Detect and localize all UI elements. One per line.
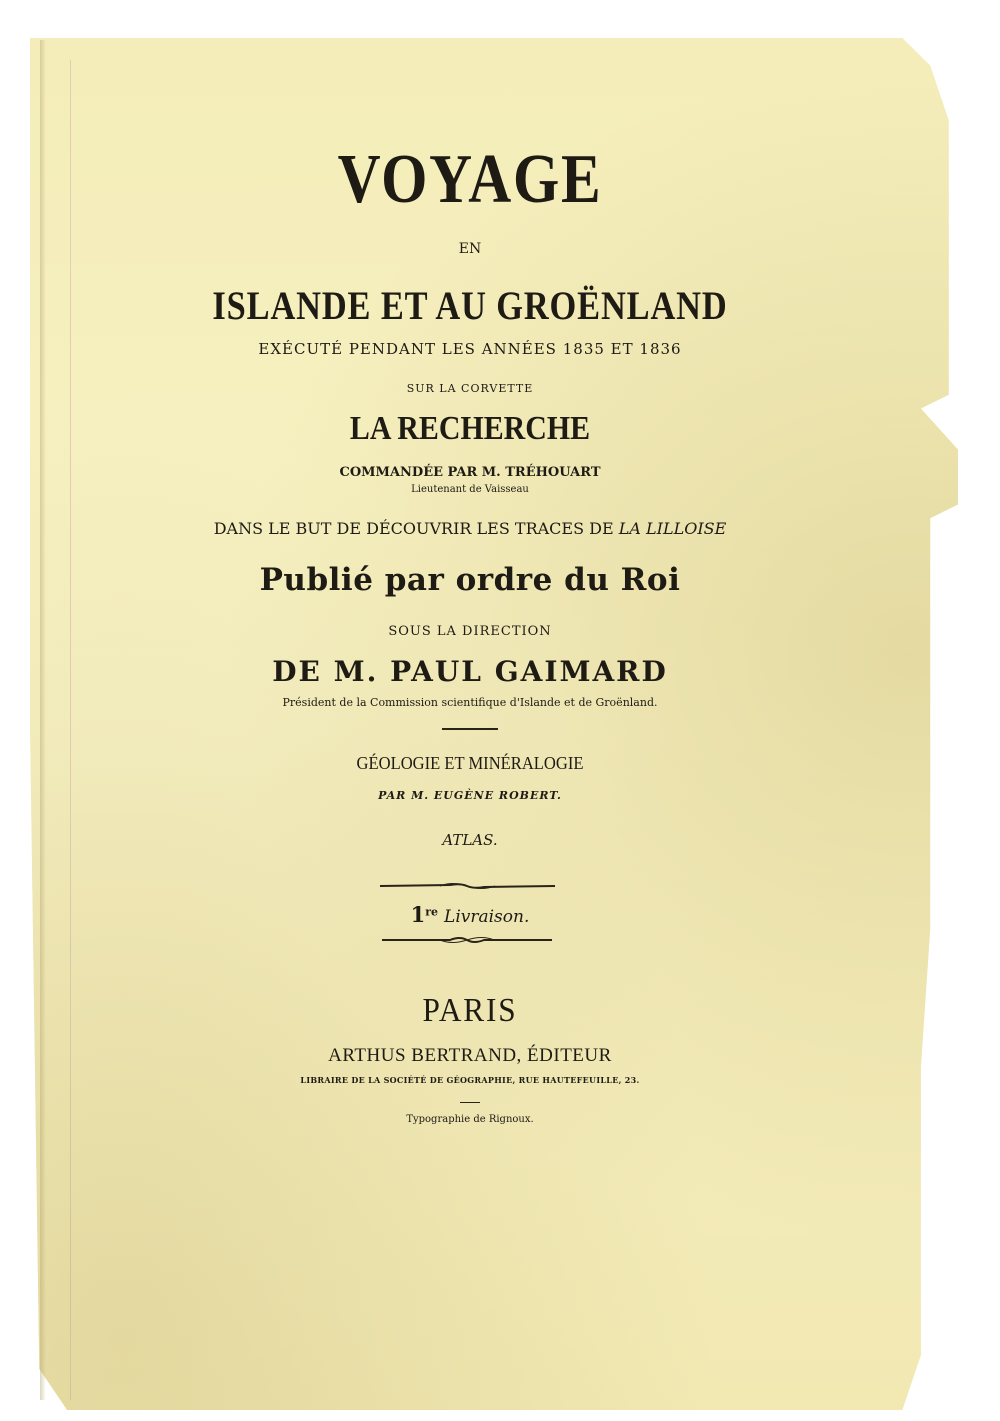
cover-published-by-order: Publié par ordre du Roi: [259, 562, 681, 598]
cover-director-title: Président de la Commission scientifique d'Islande et de Groënland.: [282, 696, 658, 709]
cover-commanded-by: COMMANDÉE PAR M. TRÉHOUART: [339, 465, 601, 480]
cover-purpose-ship: LA LILLOISE: [618, 519, 727, 538]
cover-destination: ISLANDE ET AU GROËNLAND: [212, 283, 728, 328]
printer-divider: [460, 1102, 480, 1103]
cover-direction-label: SOUS LA DIRECTION: [388, 624, 552, 639]
cover-author: PAR M. EUGÈNE ROBERT.: [378, 789, 562, 802]
cover-publisher-address: LIBRAIRE DE LA SOCIÉTÉ DE GÉOGRAPHIE, RUE HAUTEFEUILLE, 23.: [300, 1075, 640, 1085]
ornament-rule-bottom: [382, 934, 552, 946]
cover-purpose: [0, 519, 940, 538]
installment-number: 1: [410, 902, 426, 927]
section-divider: [442, 728, 498, 730]
cover-en: EN: [458, 241, 482, 257]
cover-rank: Lieutenant de Vaisseau: [411, 484, 529, 495]
cover-margin-line: [70, 60, 71, 1400]
installment-word: Livraison.: [444, 907, 530, 927]
installment-suffix: re: [425, 905, 439, 919]
cover-ship-name: LA RECHERCHE: [349, 410, 591, 447]
cover-director-name: DE M. PAUL GAIMARD: [272, 655, 668, 688]
cover-installment: [0, 902, 940, 927]
cover-sur-corvette: SUR LA CORVETTE: [406, 382, 534, 395]
cover-volume: ATLAS.: [442, 831, 498, 849]
cover-city: PARIS: [422, 992, 518, 1029]
ornament-rule-top: [380, 880, 555, 892]
cover-executed-years: EXÉCUTÉ PENDANT LES ANNÉES 1835 ET 1836: [258, 340, 682, 358]
cover-section-title: GÉOLOGIE ET MINÉRALOGIE: [356, 753, 584, 773]
cover-publisher: ARTHUS BERTRAND, ÉDITEUR: [328, 1045, 612, 1066]
cover-purpose-text: DANS LE BUT DE DÉCOUVRIR LES TRACES DE: [213, 519, 614, 538]
cover-title: VOYAGE: [337, 141, 603, 218]
cover-printer: Typographie de Rignoux.: [406, 1114, 534, 1125]
